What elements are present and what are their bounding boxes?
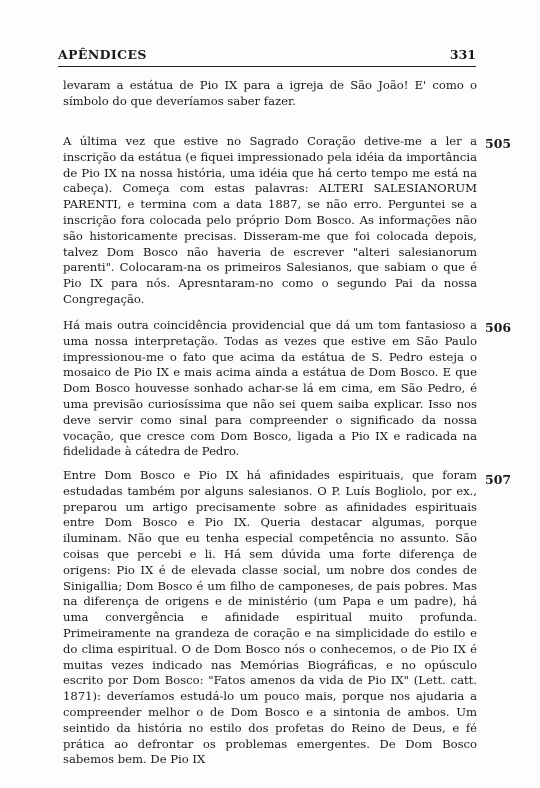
paragraph-number-506: 506 (485, 320, 512, 335)
paragraph-number-507: 507 (485, 472, 512, 487)
page-header (58, 47, 476, 63)
continuation-paragraph: levaram a estátua de Pio IX para a igreja de São João! E' como o símbolo do que deveríamos saber fazer. (63, 78, 477, 108)
running-title: APÊNDICES (58, 47, 147, 62)
page-number: 331 (449, 47, 476, 62)
paragraph-505: A última vez que estive no Sagrado Coração detive-me a ler a inscrição da estátua (e fiquei impressionado pela idéia da importância de Pio IX na nossa história, uma idéia que há certo tempo me está na cabeça). Começa com estas palavras: ALTERI SALESIANORUM PARENTI, e termina com a data 1887, se não erro. Perguntei se a inscrição fora colocada pelo próprio Dom Bosco. As informações não são historicamente precisas. Disseram-me que foi colocada depois, talvez Dom Bosco não haveria de escrever "alteri salesianorum parenti". Colocaram-na os primeiros Salesianos, que sabiam o que é Pio IX para nós. Apresntaram-no como o segundo Pai da nossa Congregação. (63, 134, 477, 306)
header-rule (58, 66, 476, 67)
paragraph-506: Há mais outra coincidência providencial que dá um tom fantasioso a uma nossa interpretação. Todas as vezes que estive em São Paulo impressionou-me o fato que acima da estátua de S. Pedro esteja o mosaico de Pio IX e mais acima ainda a estátua de Dom Bosco. E que Dom Bosco houvesse sonhado achar-se lá em cima, em São Pedro, é uma previsão curiosíssima que não sei quem saiba explicar. Isso nos deve servir como sinal para compreender o significado da nossa vocação, que cresce com Dom Bosco, ligada a Pio IX e radicada na fidelidade à cátedra de Pedro. (63, 318, 477, 459)
paragraph-number-505: 505 (485, 136, 512, 151)
paragraph-507: Entre Dom Bosco e Pio IX há afinidades espirituais, que foram estudadas também por alguns salesianos. O P. Luís Bogliolo, por ex., preparou um artigo precisamente sobre as afinidades espirituais entre Dom Bosco e Pio IX. Queria destacar algumas, porque iluminam. Não que eu tenha especial competência no assunto. São coisas que percebi e li. Há sem dúvida uma forte diferença de origens: Pio IX é de elevada classe social, um nobre dos condes de Sinigallia; Dom Bosco é um filho de camponeses, de pais pobres. Mas na diferença de origens e de ministério (um Papa e um padre), há uma convergência e afinidade espiritual muito profunda. Primeiramente na grandeza de coração e na simplicidade do estilo e do clima espiritual. O de Dom Bosco nós o conhecemos, o de Pio IX é muitas vezes indicado nas Memórias Biográficas, e no opúsculo escrito por Dom Bosco: "Fatos amenos da vida de Pio IX" (Lett. catt. 1871): deveríamos estudá-lo um pouco mais, porque nos ajudaria a compreender melhor o de Dom Bosco e a sintonia de ambos. Um seintido da história no estilo dos profetas do Reino de Deus, e fé prática ao defrontar os problemas emergentes. De Dom Bosco sabemos bem. De Pio IX (63, 468, 477, 767)
